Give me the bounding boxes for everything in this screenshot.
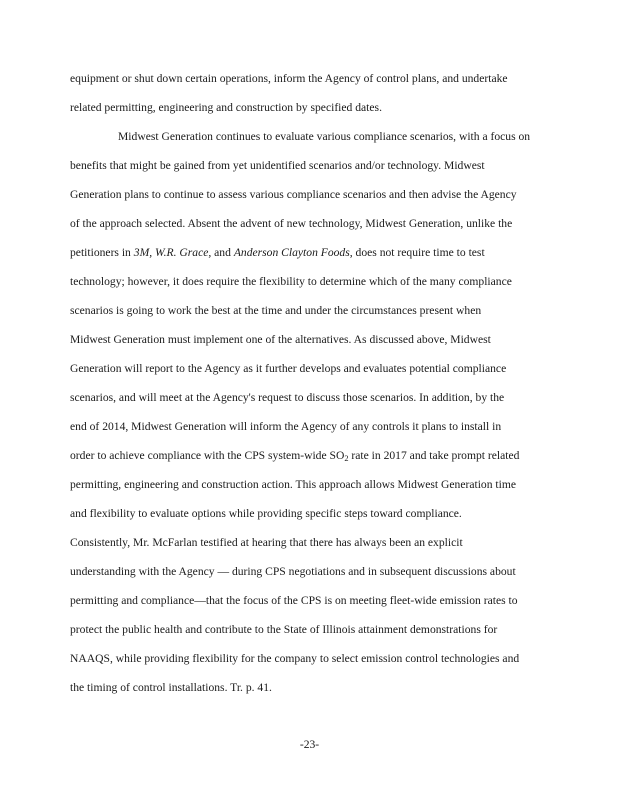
text-line: the timing of control installations. Tr. p. 41. bbox=[70, 681, 272, 694]
paragraph-first-line: Midwest Generation continues to evaluate various compliance scenarios, with a focus on bbox=[118, 130, 531, 143]
text-line: permitting, engineering and construction action. This approach allows Midwest Generation time bbox=[70, 478, 517, 491]
text-line: Generation will report to the Agency as it further develops and evaluates potential compliance bbox=[70, 362, 507, 375]
text-line: Generation plans to continue to assess various compliance scenarios and then advise the Agency bbox=[70, 188, 517, 201]
text-line: Consistently, Mr. McFarlan testified at hearing that there has always been an explicit bbox=[70, 536, 463, 549]
text-line: technology; however, it does require the flexibility to determine which of the many compliance bbox=[70, 275, 512, 288]
text-segment: petitioners in bbox=[70, 246, 134, 259]
text-line: and flexibility to evaluate options while providing specific steps toward compliance. bbox=[70, 507, 462, 520]
text-line: understanding with the Agency — during CPS negotiations and in subsequent discussions about bbox=[70, 565, 516, 578]
subscript: 2 bbox=[344, 454, 349, 464]
case-name: 3M, W.R. Grace, bbox=[133, 246, 212, 259]
text-segment: order to achieve compliance with the CPS system-wide SO bbox=[70, 449, 345, 462]
text-line: scenarios is going to work the best at the time and under the circumstances present when bbox=[70, 304, 482, 317]
text-line: protect the public health and contribute to the State of Illinois attainment demonstrations for bbox=[70, 623, 498, 636]
text-line: NAAQS, while providing flexibility for the company to select emission control technologies and bbox=[70, 652, 520, 665]
text-line: benefits that might be gained from yet unidentified scenarios and/or technology. Midwest bbox=[70, 159, 485, 172]
text-line: of the approach selected. Absent the advent of new technology, Midwest Generation, unlike the bbox=[70, 217, 513, 230]
text-segment: rate in 2017 and take prompt related bbox=[348, 449, 520, 462]
page-number: -23- bbox=[299, 738, 320, 751]
text-line: permitting and compliance—that the focus of the CPS is on meeting fleet-wide emission rates to bbox=[70, 594, 518, 607]
text-line-with-case-names bbox=[70, 238, 550, 267]
text-line-with-subscript bbox=[70, 441, 550, 470]
text-line: Midwest Generation must implement one of the alternatives. As discussed above, Midwest bbox=[70, 333, 491, 346]
case-name: Anderson Clayton Foods, bbox=[233, 246, 353, 259]
text-line: scenarios, and will meet at the Agency's request to discuss those scenarios. In addition, by the bbox=[70, 391, 505, 404]
text-segment: and bbox=[211, 246, 234, 259]
body-text bbox=[70, 64, 550, 702]
text-line: end of 2014, Midwest Generation will inform the Agency of any controls it plans to install in bbox=[70, 420, 502, 433]
text-segment: does not require time to test bbox=[352, 246, 485, 259]
text-line: equipment or shut down certain operations, inform the Agency of control plans, and undertake bbox=[70, 72, 508, 85]
text-line: related permitting, engineering and construction by specified dates. bbox=[70, 101, 382, 114]
